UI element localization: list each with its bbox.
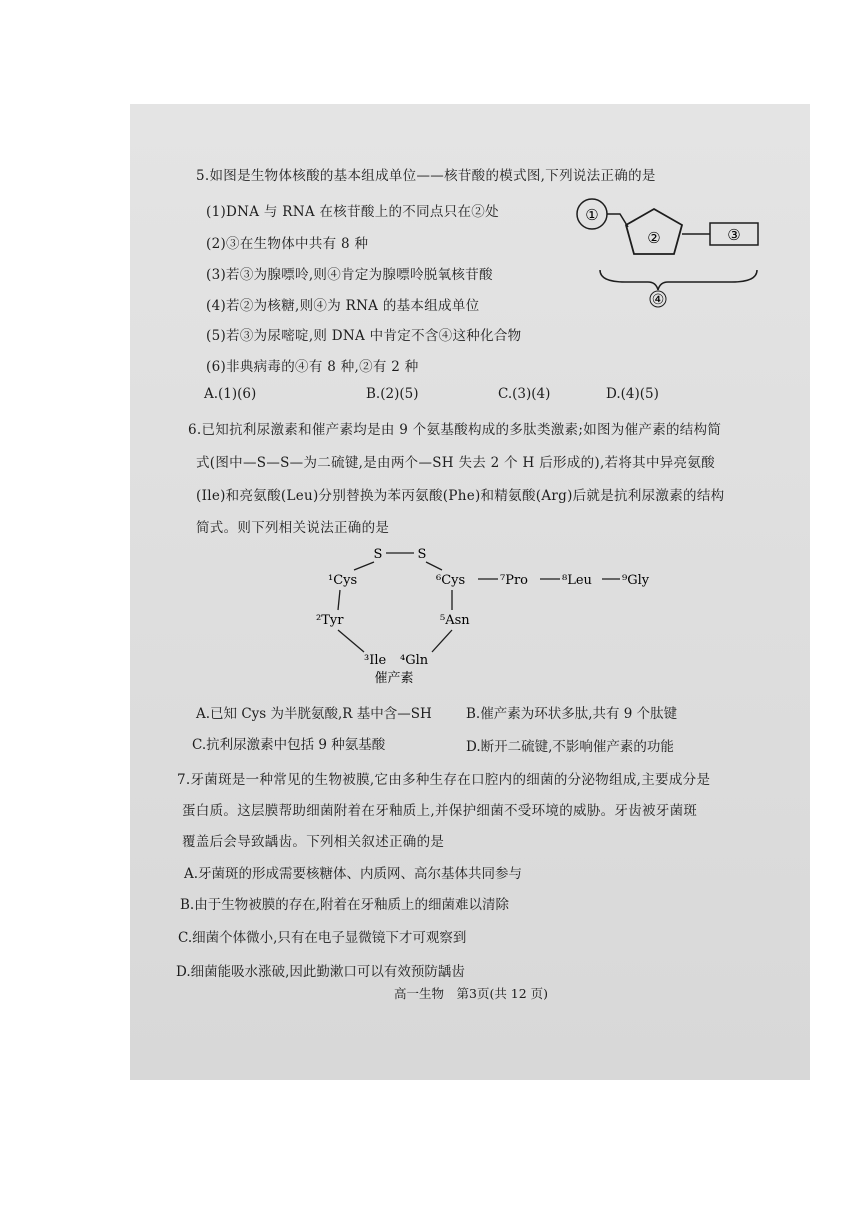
q7-option-b: B.由于生物被膜的存在,附着在牙釉质上的细菌难以清除	[180, 897, 510, 913]
residue-cys-6: ⁶Cys	[436, 573, 466, 588]
residue-asn-5: ⁵Asn	[440, 613, 470, 628]
nucleotide-diagram	[570, 190, 780, 315]
residue-tyr-2: ²Tyr	[316, 613, 344, 628]
base-label: ③	[727, 226, 741, 244]
sulfur-2: S	[417, 547, 427, 562]
nucleotide-label: ④	[651, 292, 665, 308]
q7-line-2: 蛋白质。这层膜帮助细菌附着在牙釉质上,并保护细菌不受环境的威胁。牙齿被牙菌斑	[182, 803, 698, 819]
q7-line-3: 覆盖后会导致龋齿。下列相关叙述正确的是	[182, 834, 445, 850]
nucleotide-brace	[600, 270, 757, 290]
q7-option-c: C.细菌个体微小,只有在电子显微镜下才可观察到	[178, 930, 467, 946]
sugar-label: ②	[647, 229, 661, 247]
q5-option-b: B.(2)(5)	[366, 386, 419, 402]
q6-line-3: (Ile)和亮氨酸(Leu)分别替换为苯丙氨酸(Phe)和精氨酸(Arg)后就是抗利尿激素的结构	[196, 488, 725, 504]
residue-ile-3: ³Ile	[364, 653, 387, 668]
q5-statement-5: (5)若③为尿嘧啶,则 DNA 中肯定不含④这种化合物	[206, 328, 522, 344]
q5-option-a: A.(1)(6)	[204, 386, 257, 402]
q5-stem: 5.如图是生物体核酸的基本组成单位——核苷酸的模式图,下列说法正确的是	[196, 168, 656, 184]
diagram-caption: 催产素	[374, 671, 414, 686]
page-footer: 高一生物 第3页(共 12 页)	[394, 986, 549, 1001]
q6-option-b: B.催产素为环状多肽,共有 9 个肽键	[466, 706, 678, 722]
q6-option-c: C.抗利尿激素中包括 9 种氨基酸	[192, 737, 386, 753]
q5-statement-6: (6)非典病毒的④有 8 种,②有 2 种	[206, 359, 419, 375]
residue-cys-1: ¹Cys	[328, 573, 358, 588]
q7-option-d: D.细菌能吸水涨破,因此勤漱口可以有效预防龋齿	[176, 964, 465, 980]
q6-line-1: 6.已知抗利尿激素和催产素均是由 9 个氨基酸构成的多肽类激素;如图为催产素的结构简	[188, 422, 722, 438]
residue-pro-7: ⁷Pro	[500, 573, 528, 588]
q5-statement-1: (1)DNA 与 RNA 在核苷酸上的不同点只在②处	[206, 204, 499, 220]
residue-gln-4: ⁴Gln	[400, 653, 429, 668]
q7-line-1: 7.牙菌斑是一种常见的生物被膜,它由多种生存在口腔内的细菌的分泌物组成,主要成分是	[177, 772, 711, 788]
q6-line-2: 式(图中—S—S—为二硫键,是由两个—SH 失去 2 个 H 后形成的),若将其中异亮氨酸	[196, 455, 715, 471]
residue-leu-8: ⁸Leu	[562, 573, 592, 588]
q6-line-4: 简式。则下列相关说法正确的是	[196, 520, 390, 536]
phosphate-label: ①	[585, 206, 599, 224]
q5-option-c: C.(3)(4)	[498, 386, 551, 402]
q5-statement-3: (3)若③为腺嘌呤,则④肯定为腺嘌呤脱氧核苷酸	[206, 267, 493, 283]
sulfur-1: S	[373, 547, 383, 562]
q5-option-d: D.(4)(5)	[606, 386, 659, 402]
oxytocin-diagram	[300, 540, 700, 690]
q5-statement-2: (2)③在生物体中共有 8 种	[206, 236, 369, 252]
q6-option-a: A.已知 Cys 为半胱氨酸,R 基中含—SH	[196, 706, 432, 722]
residue-gly-9: ⁹Gly	[622, 573, 650, 588]
q6-option-d: D.断开二硫键,不影响催产素的功能	[466, 739, 674, 755]
q7-option-a: A.牙菌斑的形成需要核糖体、内质网、高尔基体共同参与	[184, 866, 523, 882]
q5-statement-4: (4)若②为核糖,则④为 RNA 的基本组成单位	[206, 298, 480, 314]
